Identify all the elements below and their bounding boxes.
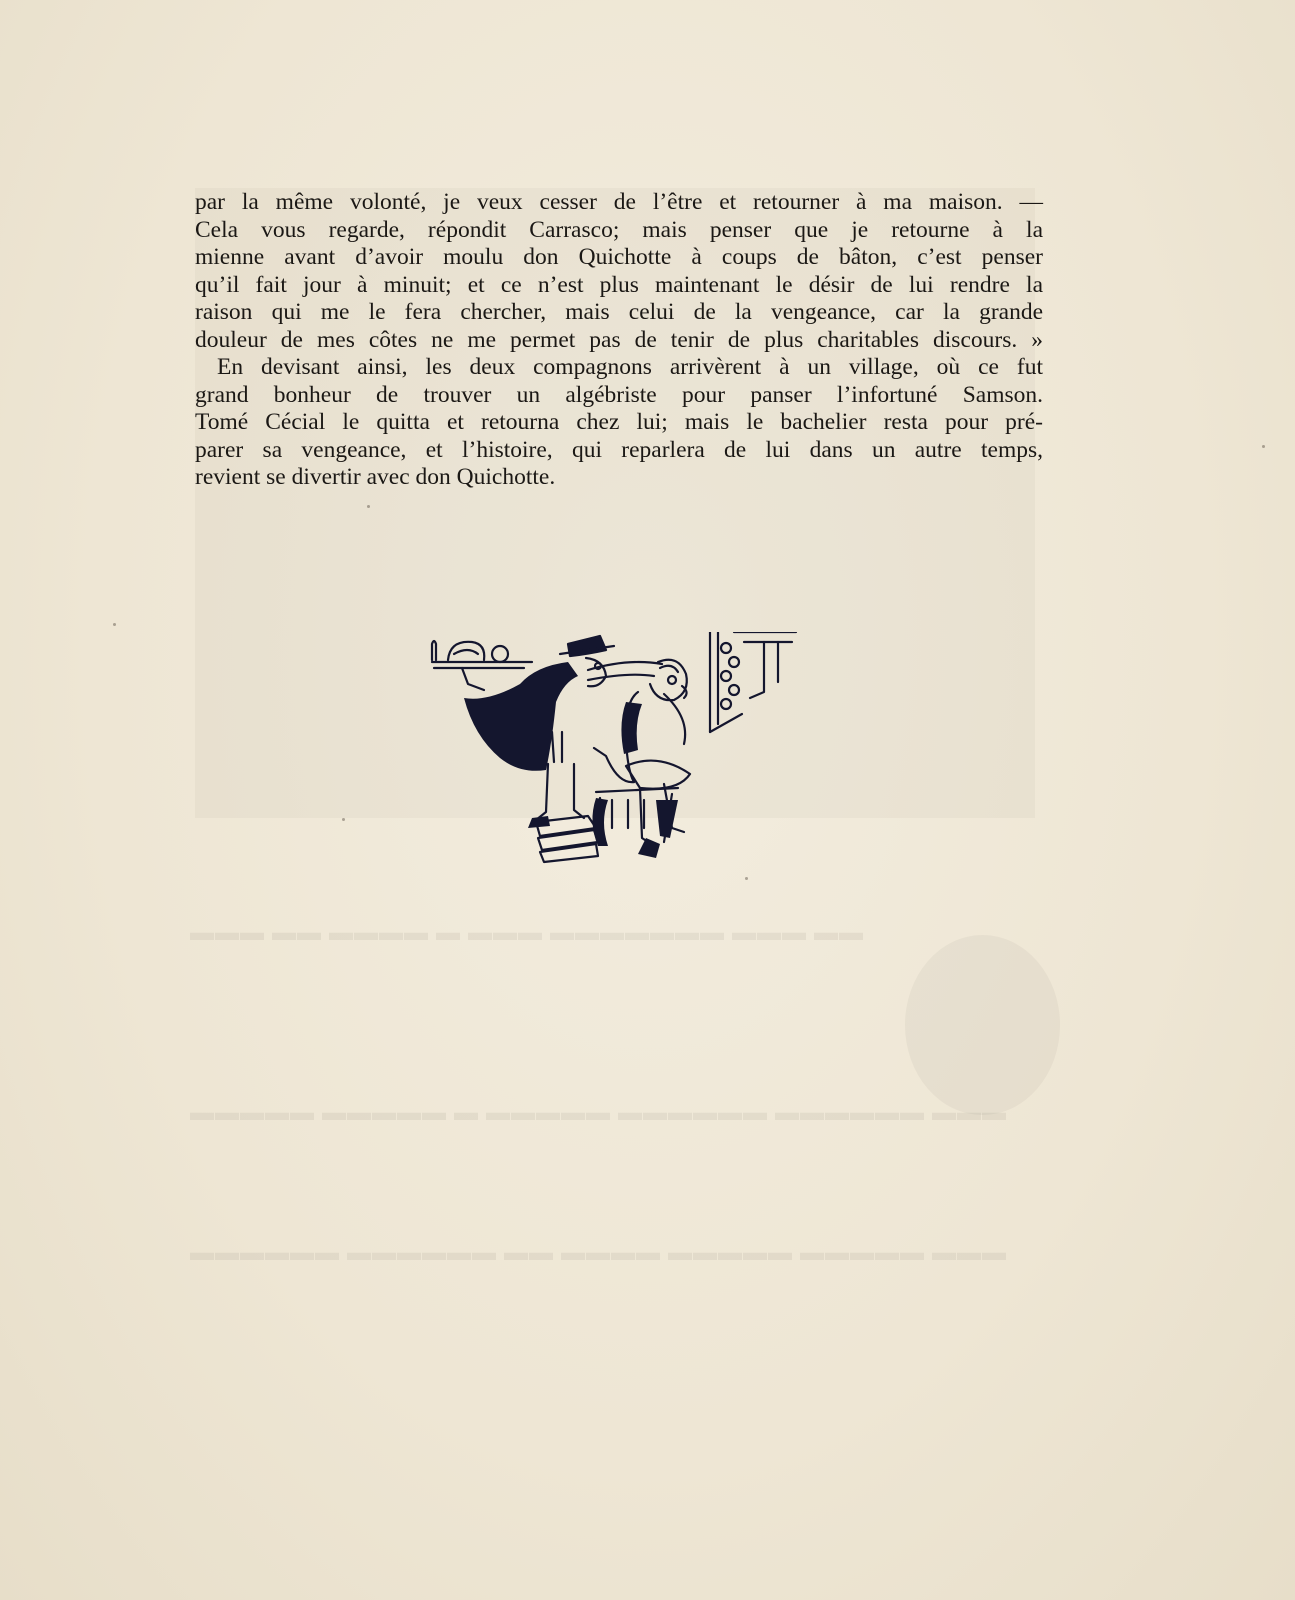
text-line: qu’il fait jour à minuit; et ce n’est plus maintenant le désir de lui rendre la xyxy=(195,271,1043,298)
paper-speck xyxy=(1262,445,1265,448)
text-line: par la même volonté, je veux cesser de l’être et retourner à ma maison. — xyxy=(195,189,1043,215)
paragraph-1 xyxy=(195,189,1043,354)
paper-speck xyxy=(113,623,116,626)
text-line: En devisant ainsi, les deux compagnons arrivèrent à un village, où ce fut xyxy=(217,354,1043,380)
text-line: grand bonheur de trouver un algébriste pour panser l’infortuné Samson. xyxy=(195,381,1043,408)
showthrough-text-1: ▬▬▬ ▬▬ ▬▬▬▬ ▬ ▬▬▬ ▬▬▬▬▬▬▬ ▬▬▬ ▬▬ xyxy=(190,920,864,946)
woodcut-illustration-icon xyxy=(428,632,818,882)
text-line: mienne avant d’avoir moulu don Quichotte à coups de bâton, c’est penser xyxy=(195,244,1043,270)
paragraph-2 xyxy=(195,354,1043,492)
text-line: douleur de mes côtes ne me permet pas de tenir de plus charitables discours. » xyxy=(195,326,1043,353)
text-line: Cela vous regarde, répondit Carrasco; mais penser que je retourne à la xyxy=(195,216,1043,243)
paper-speck xyxy=(342,818,345,821)
paper-speck xyxy=(367,505,370,508)
body-text xyxy=(195,189,1043,492)
showthrough-text-3: ▬▬▬▬▬▬ ▬▬▬▬▬▬ ▬▬ ▬▬▬▬ ▬▬▬▬▬ ▬▬▬▬▬ ▬▬▬ xyxy=(190,1240,1007,1266)
showthrough-drop-cap xyxy=(905,935,1060,1115)
text-line: parer sa vengeance, et l’histoire, qui reparlera de lui dans un autre temps, xyxy=(195,436,1043,463)
text-line: Tomé Cécial le quitta et retourna chez lui; mais le bachelier resta pour pré- xyxy=(195,409,1043,435)
showthrough-text-2: ▬▬▬▬▬ ▬▬▬▬▬ ▬ ▬▬▬▬▬ ▬▬▬▬▬▬ ▬▬▬▬▬▬ ▬▬▬ xyxy=(190,1100,1007,1126)
paper-speck xyxy=(745,877,748,880)
text-line: revient se divertir avec don Quichotte. xyxy=(195,464,556,490)
text-line: raison qui me le fera chercher, mais celui de la vengeance, car la grande xyxy=(195,299,1043,325)
